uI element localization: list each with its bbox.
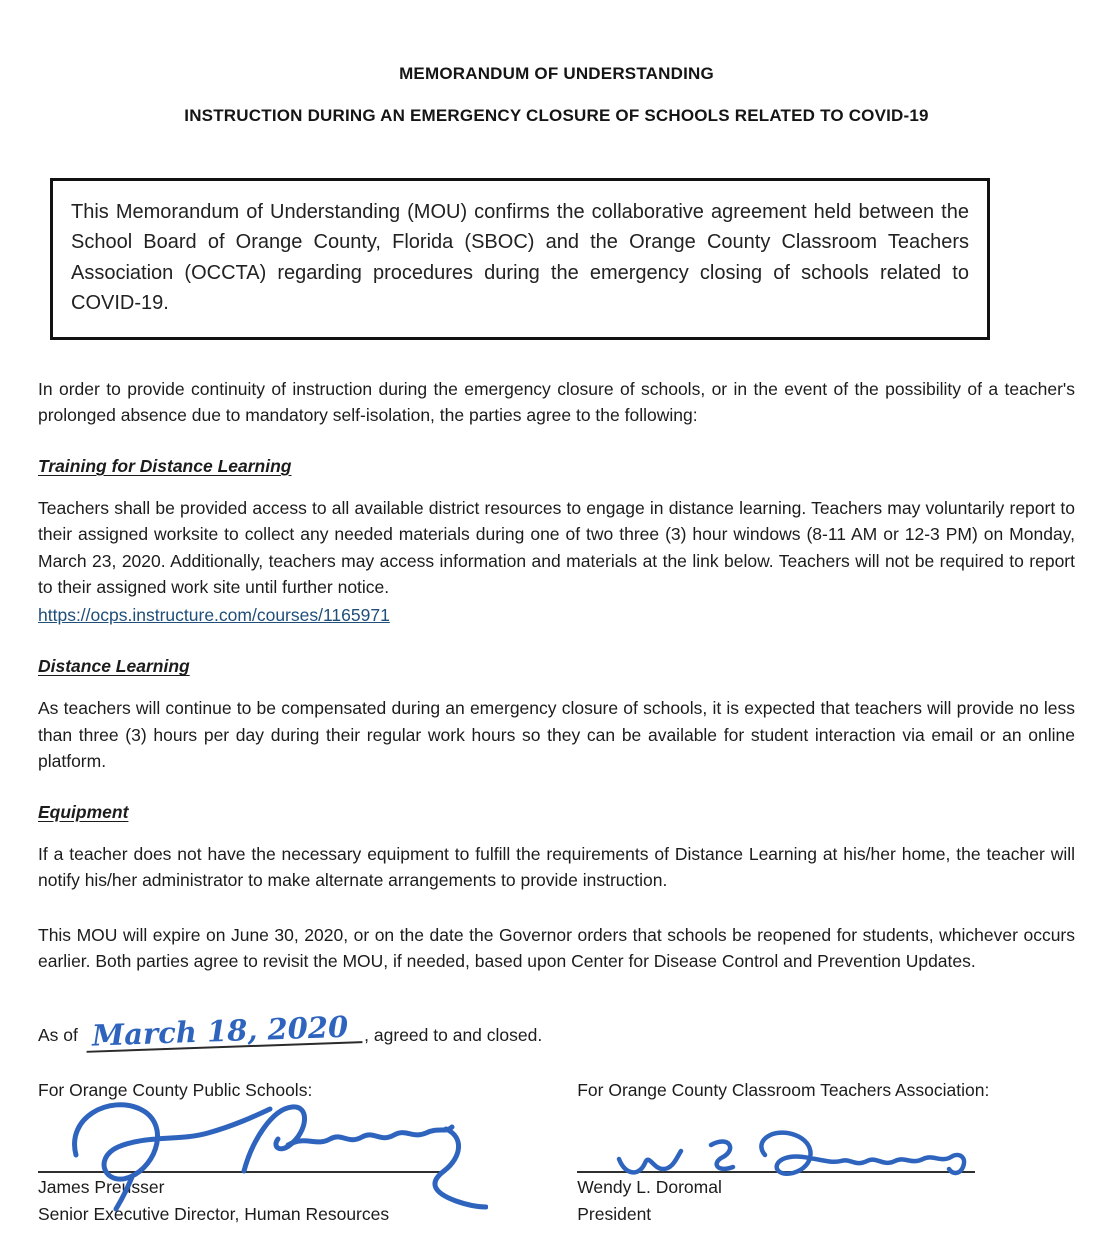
document-title: MEMORANDUM OF UNDERSTANDING bbox=[399, 64, 714, 83]
section-heading-training: Training for Distance Learning bbox=[38, 456, 292, 477]
handwritten-date: March 18, 2020 bbox=[85, 1011, 362, 1053]
boxed-summary-paragraph: This Memorandum of Understanding (MOU) confirms the collaborative agreement held between the School Board of Orange County, Florida (SBOC) and the Orange County Classroom Teachers Association (OCCTA) regarding procedures during the emergency closing of schools related to COVID-19. bbox=[50, 178, 990, 340]
intro-paragraph: In order to provide continuity of instruction during the emergency closure of schools, or in the event of the possibility of a teacher's prolonged absence due to mandatory self-isolation, the parties agree to the following: bbox=[38, 378, 1075, 425]
signature-block-occta bbox=[577, 1080, 1075, 1225]
document-subtitle: INSTRUCTION DURING AN EMERGENCY CLOSURE OF SCHOOLS RELATED TO COVID-19 bbox=[184, 106, 929, 125]
signature-for-occta: For Orange County Classroom Teachers Association: bbox=[577, 1080, 990, 1101]
signature-row bbox=[38, 1080, 1075, 1225]
signature-area-ocps bbox=[38, 1101, 577, 1173]
section-body-distance-learning: As teachers will continue to be compensated during an emergency closure of schools, it is expected that teachers will provide no less than three (3) hours per day during their regular work hours so they can be available for student interaction via email or an online platform. bbox=[38, 698, 1075, 771]
signature-line-ocps bbox=[38, 1171, 443, 1173]
signature-area-occta bbox=[577, 1101, 1075, 1173]
signature-title-ocps: Senior Executive Director, Human Resources bbox=[38, 1204, 390, 1225]
agreement-date-line bbox=[38, 1004, 1075, 1053]
signature-title-occta: President bbox=[577, 1204, 652, 1225]
signature-name-ocps: James Preusser bbox=[38, 1177, 165, 1198]
section-body-equipment: If a teacher does not have the necessary equipment to fulfill the requirements of Distance Learning at his/her home, the teacher will notify his/her administrator to make alternate arrangements to provide instruction. bbox=[38, 844, 1075, 891]
signature-name-occta: Wendy L. Doromal bbox=[577, 1177, 722, 1198]
course-link[interactable]: https://ocps.instructure.com/courses/1165971 bbox=[38, 605, 390, 626]
section-heading-distance-learning: Distance Learning bbox=[38, 656, 190, 677]
signature-for-ocps: For Orange County Public Schools: bbox=[38, 1080, 313, 1101]
signature-block-ocps bbox=[38, 1080, 577, 1225]
asof-prefix: As of bbox=[38, 1025, 78, 1046]
section-heading-equipment: Equipment bbox=[38, 802, 129, 823]
asof-suffix: , agreed to and closed. bbox=[364, 1025, 543, 1046]
expiration-paragraph: This MOU will expire on June 30, 2020, or on the date the Governor orders that schools be reopened for students, whichever occurs earlier. Both parties agree to revisit the MOU, if needed, based upon Center for Disease Control and Prevention Updates. bbox=[38, 924, 1075, 971]
signature-line-occta bbox=[577, 1171, 975, 1173]
section-body-training: Teachers shall be provided access to all available district resources to engage in distance learning. Teachers may voluntarily report to their assigned worksite to collect any needed materials during one of two three (3) hour windows (8-11 AM or 12-3 PM) on Monday, March 23, 2020. Additionally, teachers may access information and materials at the link below. Teachers will not be required to report to their assigned work site until further notice. bbox=[38, 498, 1075, 597]
